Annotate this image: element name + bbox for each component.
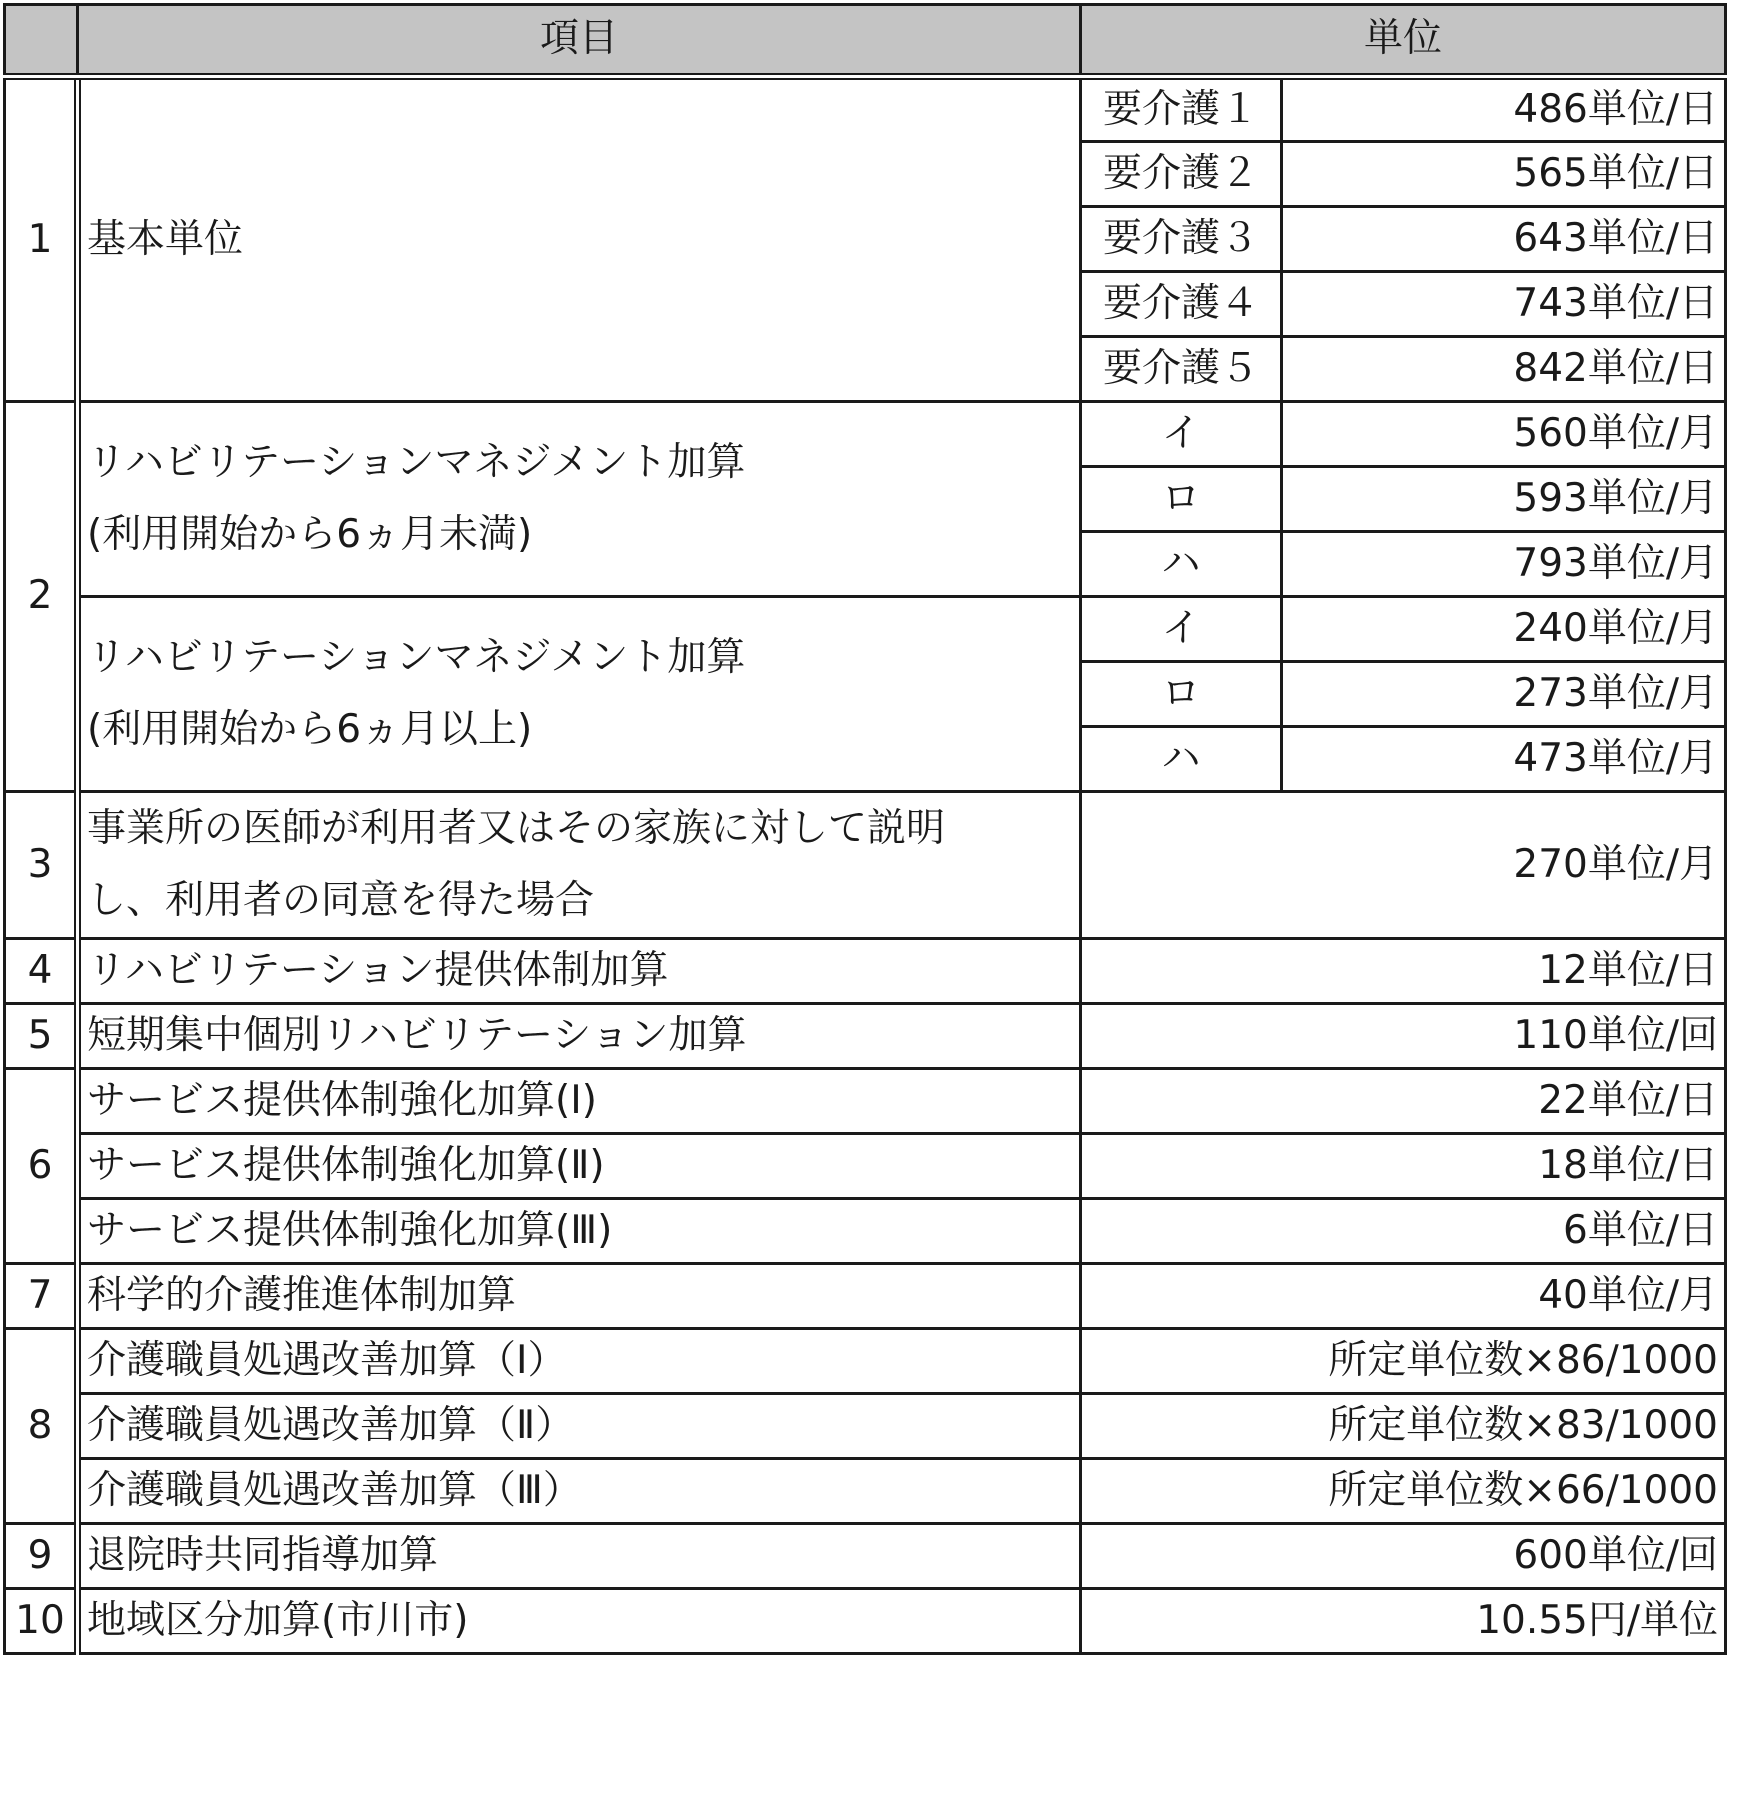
table-row	[5, 792, 1726, 939]
item-line: し、利用者の同意を得た場合	[87, 878, 595, 923]
unit-value: 所定単位数×66/1000	[1081, 1459, 1726, 1524]
table-row	[5, 1264, 1726, 1329]
unit-value: 842単位/日	[1282, 337, 1726, 402]
unit-value: 793単位/月	[1282, 532, 1726, 597]
table-row	[5, 1199, 1726, 1264]
care-level: 要介護１	[1081, 77, 1282, 142]
unit-value: 22単位/日	[1081, 1069, 1726, 1134]
table-row	[5, 1524, 1726, 1589]
row-number: 1	[5, 77, 78, 402]
sub-level: ハ	[1081, 727, 1282, 792]
unit-value: 110単位/回	[1081, 1004, 1726, 1069]
table-row	[5, 1394, 1726, 1459]
unit-value: 40単位/月	[1081, 1264, 1726, 1329]
row-number: 8	[5, 1329, 78, 1524]
unit-value: 240単位/月	[1282, 597, 1726, 662]
item-name	[78, 792, 1081, 939]
sub-level: イ	[1081, 597, 1282, 662]
item-name: 介護職員処遇改善加算（Ⅰ）	[78, 1329, 1081, 1394]
row-number: 4	[5, 939, 78, 1004]
item-line: リハビリテーションマネジメント加算	[87, 635, 746, 680]
row-number: 10	[5, 1589, 78, 1654]
header-num	[5, 5, 78, 77]
unit-value: 所定単位数×86/1000	[1081, 1329, 1726, 1394]
item-line: 事業所の医師が利用者又はその家族に対して説明	[87, 806, 946, 851]
unit-value: 743単位/日	[1282, 272, 1726, 337]
sub-level: ロ	[1081, 467, 1282, 532]
sub-level: ハ	[1081, 532, 1282, 597]
care-level: 要介護４	[1081, 272, 1282, 337]
item-line: (利用開始から6ヵ月以上)	[87, 707, 533, 752]
unit-value: 486単位/日	[1282, 77, 1726, 142]
table-row	[5, 597, 1726, 662]
item-line: (利用開始から6ヵ月未満)	[87, 512, 533, 557]
unit-value: 473単位/月	[1282, 727, 1726, 792]
table-row	[5, 1329, 1726, 1394]
unit-value: 565単位/日	[1282, 142, 1726, 207]
table-row	[5, 1589, 1726, 1654]
unit-value: 643単位/日	[1282, 207, 1726, 272]
row-number: 7	[5, 1264, 78, 1329]
sub-level: イ	[1081, 402, 1282, 467]
care-level: 要介護２	[1081, 142, 1282, 207]
item-name: サービス提供体制強化加算(Ⅲ)	[78, 1199, 1081, 1264]
table-row	[5, 77, 1726, 142]
header-unit: 単位	[1081, 5, 1726, 77]
item-name: 短期集中個別リハビリテーション加算	[78, 1004, 1081, 1069]
row-number: 6	[5, 1069, 78, 1264]
care-level: 要介護５	[1081, 337, 1282, 402]
sub-level: ロ	[1081, 662, 1282, 727]
unit-value: 273単位/月	[1282, 662, 1726, 727]
item-line: リハビリテーションマネジメント加算	[87, 440, 746, 485]
unit-value: 600単位/回	[1081, 1524, 1726, 1589]
row-number: 2	[5, 402, 78, 792]
item-name: サービス提供体制強化加算(Ⅰ)	[78, 1069, 1081, 1134]
table-row	[5, 1459, 1726, 1524]
care-level: 要介護３	[1081, 207, 1282, 272]
unit-value: 270単位/月	[1081, 792, 1726, 939]
row-number: 3	[5, 792, 78, 939]
item-name: リハビリテーション提供体制加算	[78, 939, 1081, 1004]
item-name	[78, 402, 1081, 597]
header-item: 項目	[78, 5, 1081, 77]
table-row	[5, 1004, 1726, 1069]
unit-value: 所定単位数×83/1000	[1081, 1394, 1726, 1459]
unit-value: 12単位/日	[1081, 939, 1726, 1004]
item-name: 介護職員処遇改善加算（Ⅱ）	[78, 1394, 1081, 1459]
item-name	[78, 597, 1081, 792]
unit-value: 593単位/月	[1282, 467, 1726, 532]
unit-value: 18単位/日	[1081, 1134, 1726, 1199]
unit-value: 560単位/月	[1282, 402, 1726, 467]
header-row	[5, 5, 1726, 77]
item-name: 基本単位	[78, 77, 1081, 402]
row-number: 5	[5, 1004, 78, 1069]
table-row	[5, 1134, 1726, 1199]
item-name: 退院時共同指導加算	[78, 1524, 1081, 1589]
item-name: サービス提供体制強化加算(Ⅱ)	[78, 1134, 1081, 1199]
table-row	[5, 402, 1726, 467]
item-name: 介護職員処遇改善加算（Ⅲ）	[78, 1459, 1081, 1524]
unit-value: 10.55円/単位	[1081, 1589, 1726, 1654]
unit-value: 6単位/日	[1081, 1199, 1726, 1264]
unit-fee-table	[3, 3, 1727, 1655]
item-name: 地域区分加算(市川市)	[78, 1589, 1081, 1654]
table-row	[5, 939, 1726, 1004]
table-row	[5, 1069, 1726, 1134]
item-name: 科学的介護推進体制加算	[78, 1264, 1081, 1329]
row-number: 9	[5, 1524, 78, 1589]
